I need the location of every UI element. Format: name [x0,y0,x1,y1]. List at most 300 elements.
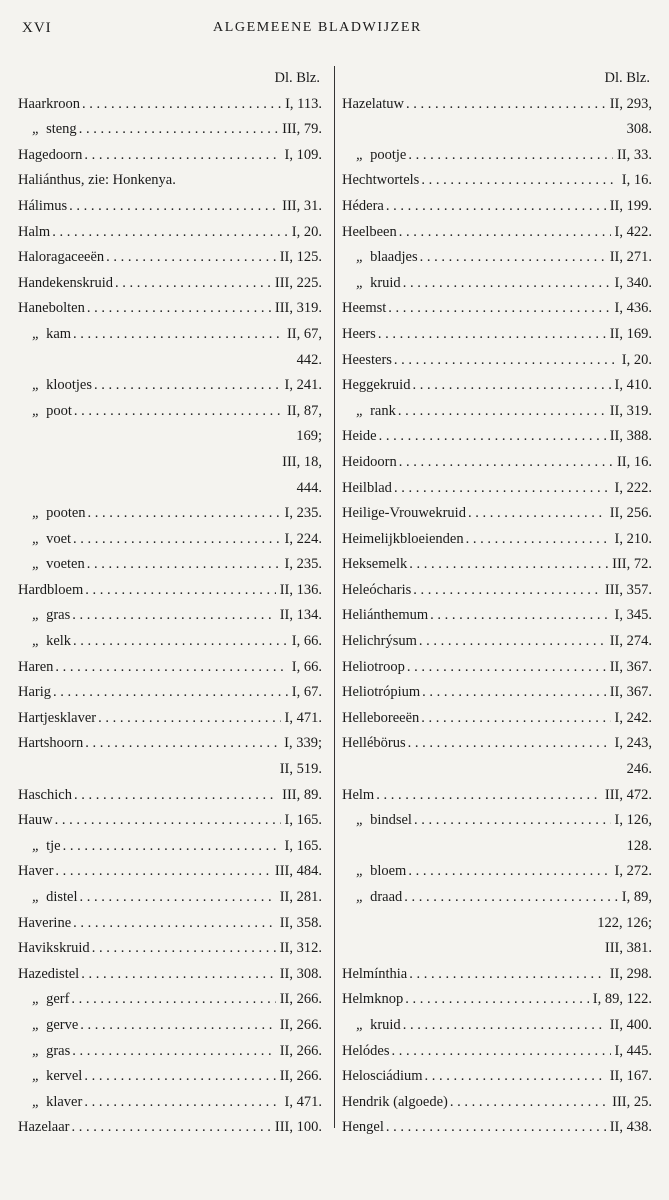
entry-term [342,220,397,246]
index-entry [342,271,652,297]
entry-word: bindsel [370,812,412,829]
entry-term [18,1013,78,1039]
ditto-mark: „ [32,607,41,624]
entry-term [18,834,61,860]
entry-term [342,783,374,809]
entry-reference: I, 471. [284,709,322,726]
dot-leader [77,117,278,143]
entry-term [342,476,392,502]
index-entry [18,245,322,271]
index-entry [342,527,652,553]
page-number: XVI [22,20,52,36]
entry-reference: I, 340. [614,274,652,291]
index-entry [342,962,652,988]
entry-reference: II, 367. [609,658,652,675]
entry-word: Hardbloem [18,581,84,598]
entry-term [342,527,464,553]
entry-word: Hagedoorn [18,146,83,163]
entry-term [342,322,376,348]
dot-leader [71,322,283,348]
entry-word: Hazedistel [18,965,80,982]
ditto-mark: „ [32,402,41,419]
dot-leader [402,885,618,911]
index-entry [18,348,322,374]
dot-leader [50,220,288,246]
ditto-mark: „ [356,889,365,905]
entry-term [18,680,51,706]
entry-term [342,373,410,399]
index-entry [18,834,322,860]
dot-leader [396,399,606,425]
dot-leader [419,168,617,194]
entry-word: Helleboreeën [342,709,420,726]
entry-reference: III, 484. [274,863,322,880]
index-entry [18,1039,322,1065]
entry-reference: II, 199. [609,197,652,214]
entry-word: kervel [46,1068,83,1085]
entry-term [342,655,405,681]
dot-leader [390,1039,611,1065]
dot-leader [92,373,281,399]
entry-term [18,1064,82,1090]
index-entry [18,987,322,1013]
index-entry [18,808,322,834]
index-entry [342,1013,652,1039]
ditto-mark: „ [356,402,365,419]
entry-word: Helmínthia [342,965,408,982]
dot-leader [53,808,281,834]
dot-leader [72,399,283,425]
index-entry [18,757,322,783]
entry-reference: II, 167. [609,1068,652,1085]
entry-reference: 444. [296,479,322,496]
entry-reference: 169; [296,428,322,445]
entry-reference: II, 312. [279,940,322,957]
dot-leader [464,527,611,553]
dot-leader [406,731,611,757]
entry-term [18,885,78,911]
entry-reference: III, 18, [282,453,322,470]
entry-term [342,348,392,374]
dot-leader [411,578,601,604]
entry-word: klootjes [46,377,92,394]
entry-word: Heilige-Vrouwekruid [342,505,466,522]
entry-term [18,92,80,118]
ditto-mark: „ [32,530,41,547]
dot-leader [418,245,606,271]
dot-leader [377,424,606,450]
index-entry [18,885,322,911]
ditto-mark: „ [32,633,41,650]
entry-reference: I, 89, [621,889,652,905]
dot-leader [374,783,601,809]
index-entry [18,424,322,450]
entry-word: Heers [342,325,376,342]
dot-leader [86,501,281,527]
entry-word: Haloragaceeën [18,249,105,266]
dot-leader [79,962,276,988]
dot-leader [420,680,606,706]
index-entry [342,501,652,527]
entry-reference: I, 339; [284,735,322,752]
index-entry [18,476,322,502]
entry-term [342,680,420,706]
index-entry [342,450,652,476]
index-entry [18,1013,322,1039]
entry-term [18,629,71,655]
dot-leader [417,629,606,655]
ditto-mark: „ [32,325,41,342]
entry-reference: I, 109. [284,146,322,163]
entry-word: kruid [370,1016,401,1033]
entry-reference: II, 388. [609,428,652,445]
dot-leader [404,92,606,118]
entry-reference: 442. [296,351,322,368]
index-entry [18,143,322,169]
dot-leader [397,450,613,476]
entry-term [342,706,419,732]
dot-leader [61,834,281,860]
index-entry [18,655,322,681]
entry-word: Helm [342,786,375,803]
entry-word: Havikskruid [18,940,90,957]
index-entry [342,220,652,246]
entry-term [18,1090,82,1116]
entry-term [342,399,396,425]
entry-term [342,1013,401,1039]
index-entry [18,731,322,757]
entry-reference: III, 72. [612,556,652,573]
entry-word: Hálimus [18,197,68,214]
entry-reference: II, 319. [609,402,652,419]
dot-leader [406,143,613,169]
entry-word: Helódes [342,1042,390,1059]
entry-reference: I, 66. [291,633,322,650]
entry-word: Heleócharis [342,581,412,598]
entry-term [18,962,79,988]
entry-reference: II, 367. [609,684,652,701]
entry-word: gras [46,607,71,624]
dot-leader [448,1090,608,1116]
index-entry [342,680,652,706]
index-entry [342,731,652,757]
dot-leader [70,1115,271,1141]
ditto-mark: „ [356,1016,365,1033]
entry-word: Hauw [18,812,53,829]
entry-word: Hartjesklaver [18,709,97,726]
index-entry [342,808,652,834]
ditto-mark: „ [32,889,41,905]
entry-reference: III, 357. [604,581,652,598]
entry-term [342,962,407,988]
dot-leader [72,783,278,809]
dot-leader [71,911,276,937]
index-entry [18,706,322,732]
index-entry [18,578,322,604]
entry-term [18,373,92,399]
entry-word: Hechtwortels [342,172,420,189]
index-entry [342,987,652,1013]
index-entry [18,783,322,809]
dot-leader [104,245,276,271]
entry-word: Hartshoorn [18,735,84,752]
ditto-mark: „ [32,991,41,1008]
entry-term [18,143,82,169]
entry-reference: I, 471. [284,1093,322,1110]
entry-word: rank [370,402,396,419]
entry-term [18,987,69,1013]
entry-reference: I, 242. [614,709,652,726]
entry-reference: III, 25. [612,1093,652,1110]
entry-term [342,296,386,322]
entry-reference: II, 438. [609,1119,652,1136]
index-entry [342,168,652,194]
entry-reference: I, 243, [614,735,652,752]
entry-term [342,885,402,911]
dot-leader [397,220,611,246]
entry-reference: 308. [626,121,652,138]
entry-word: gras [46,1042,71,1059]
dot-leader [392,348,618,374]
entry-term [342,1039,390,1065]
entry-reference: I, 272. [614,863,652,880]
dot-leader [90,936,276,962]
index-entry [18,911,322,937]
entry-reference: I, 222. [614,479,652,496]
index-entry [18,220,322,246]
index-entry [342,911,652,937]
ditto-mark: „ [356,249,365,266]
entry-term [342,1115,384,1141]
entry-word: pooten [46,505,86,522]
dot-leader [403,987,589,1013]
index-entry [18,1090,322,1116]
index-entry [342,757,652,783]
entry-word: Haverine [18,914,72,931]
entry-term [18,220,50,246]
entry-reference: III, 319. [274,300,322,317]
entry-reference: III, 89. [282,786,322,803]
index-entry [342,1115,652,1141]
entry-reference: I, 436. [614,300,652,317]
entry-reference: I, 20. [621,351,652,368]
entry-word: Hazelaar [18,1119,70,1136]
entry-reference: I, 345. [614,607,652,624]
ditto-mark: „ [32,1068,41,1085]
index-entry [342,859,652,885]
entry-term [18,706,96,732]
index-entry [18,1115,322,1141]
entry-reference: III, 31. [282,197,322,214]
index-entry [342,552,652,578]
entry-term [18,578,83,604]
ditto-mark: „ [356,812,365,829]
entry-word: kruid [370,274,401,291]
entry-reference: I, 165. [284,812,322,829]
dot-leader [419,706,610,732]
entry-term [18,731,83,757]
entry-word: Haver [18,863,54,880]
entry-term [18,783,72,809]
entry-reference: III, 100. [274,1119,322,1136]
entry-word: draad [370,889,403,905]
entry-term [342,629,417,655]
entry-word: steng [46,121,77,138]
entry-term [342,808,412,834]
ditto-mark: „ [32,377,41,394]
entry-term [342,194,384,220]
dot-leader [376,322,606,348]
entry-term [342,987,403,1013]
entry-reference: II, 274. [609,633,652,650]
entry-word: blaadjes [370,249,418,266]
entry-term [18,194,67,220]
entry-word: Heelbeen [342,223,397,240]
entry-reference: I, 235. [284,505,322,522]
entry-reference: III, 472. [604,786,652,803]
entry-reference: II, 281. [279,889,322,905]
index-entry [342,348,652,374]
entry-reference: II, 266. [279,1042,322,1059]
entry-term [18,936,90,962]
index-entry [18,296,322,322]
dot-leader [83,578,275,604]
entry-term [18,117,77,143]
entry-word: Heimelijkbloeienden [342,530,464,547]
page-title: ALGEMEENE BLADWIJZER [213,20,422,35]
dot-leader [71,629,288,655]
entry-reference: II, 271. [609,249,652,266]
dot-leader [386,296,610,322]
index-entry [342,424,652,450]
entry-reference: II, 519. [279,761,322,778]
ditto-mark: „ [32,1016,41,1033]
entry-word: Heemst [342,300,387,317]
entry-term [342,552,407,578]
dot-leader [67,194,278,220]
entry-reference: II, 125. [279,249,322,266]
index-entry [342,885,652,911]
entry-term [18,245,104,271]
index-entry [18,168,322,194]
index-entry [18,117,322,143]
index-entry [342,578,652,604]
entry-term [18,1115,70,1141]
index-entry [342,476,652,502]
entry-reference: II, 169. [609,325,652,342]
dot-leader [71,527,280,553]
dot-leader [53,655,287,681]
dot-leader [401,271,611,297]
ditto-mark: „ [356,863,365,880]
entry-reference: I, 67. [291,684,322,701]
index-entry [342,629,652,655]
entry-term [342,859,406,885]
index-entry [18,399,322,425]
dot-leader [466,501,606,527]
entry-reference: I, 113. [285,95,322,112]
entry-word: Heliánthemum [342,607,429,624]
entry-word: tje [46,837,61,854]
index-entry [18,527,322,553]
entry-term [18,1039,70,1065]
entry-reference: I, 210. [614,530,652,547]
dot-leader [82,143,280,169]
index-entry [18,450,322,476]
index-entry [342,399,652,425]
entry-word: gerf [46,991,70,1008]
index-entry [18,92,322,118]
index-entry [342,194,652,220]
entry-term [342,424,377,450]
dot-leader [384,194,606,220]
index-entry [342,655,652,681]
entry-word: distel [46,889,78,905]
index-entry [342,143,652,169]
entry-word: Helosciádium [342,1068,423,1085]
entry-reference: I, 126, [614,812,652,829]
index-entry [342,296,652,322]
entry-reference: II, 266. [279,991,322,1008]
entry-reference: I, 241. [284,377,322,394]
ditto-mark: „ [32,505,41,522]
entry-word: Heliotroop [342,658,405,675]
entry-word: Hengel [342,1119,384,1136]
ditto-mark: „ [32,1093,41,1110]
entry-term [18,655,53,681]
ditto-mark: „ [32,837,41,854]
index-entry [18,1064,322,1090]
entry-term [18,168,176,194]
entry-reference: II, 400. [609,1016,652,1033]
index-entry [342,117,652,143]
index-entry [342,1039,652,1065]
dot-leader [51,680,288,706]
entry-term [18,911,71,937]
dot-leader [83,731,280,757]
entry-word: Halm [18,223,51,240]
index-entry [18,552,322,578]
dot-leader [53,859,270,885]
dot-leader [401,1013,606,1039]
entry-word: poot [46,402,72,419]
entry-reference: II, 67, [286,325,322,342]
column-header-right: Dl. Blz. [604,70,650,86]
entry-term [18,552,85,578]
dot-leader [82,1064,275,1090]
index-entry [342,322,652,348]
entry-word: Hazelatuw [342,95,404,112]
entry-word: Heide [342,428,377,445]
entry-word: kam [46,325,72,342]
entry-term [18,399,72,425]
index-entry [342,603,652,629]
entry-word: Helichrýsum [342,633,417,650]
index-entry [18,194,322,220]
dot-leader [407,552,608,578]
entry-term [18,296,85,322]
index-entry [18,603,322,629]
entry-term [18,322,71,348]
entry-word: Heesters [342,351,392,368]
dot-leader [70,1039,275,1065]
index-entry [342,1064,652,1090]
entry-reference: II, 134. [279,607,322,624]
entry-word: voeten [46,556,85,573]
entry-reference: 122, 126; [597,914,652,931]
entry-word: Haschich [18,786,72,803]
entry-word: voet [46,530,72,547]
